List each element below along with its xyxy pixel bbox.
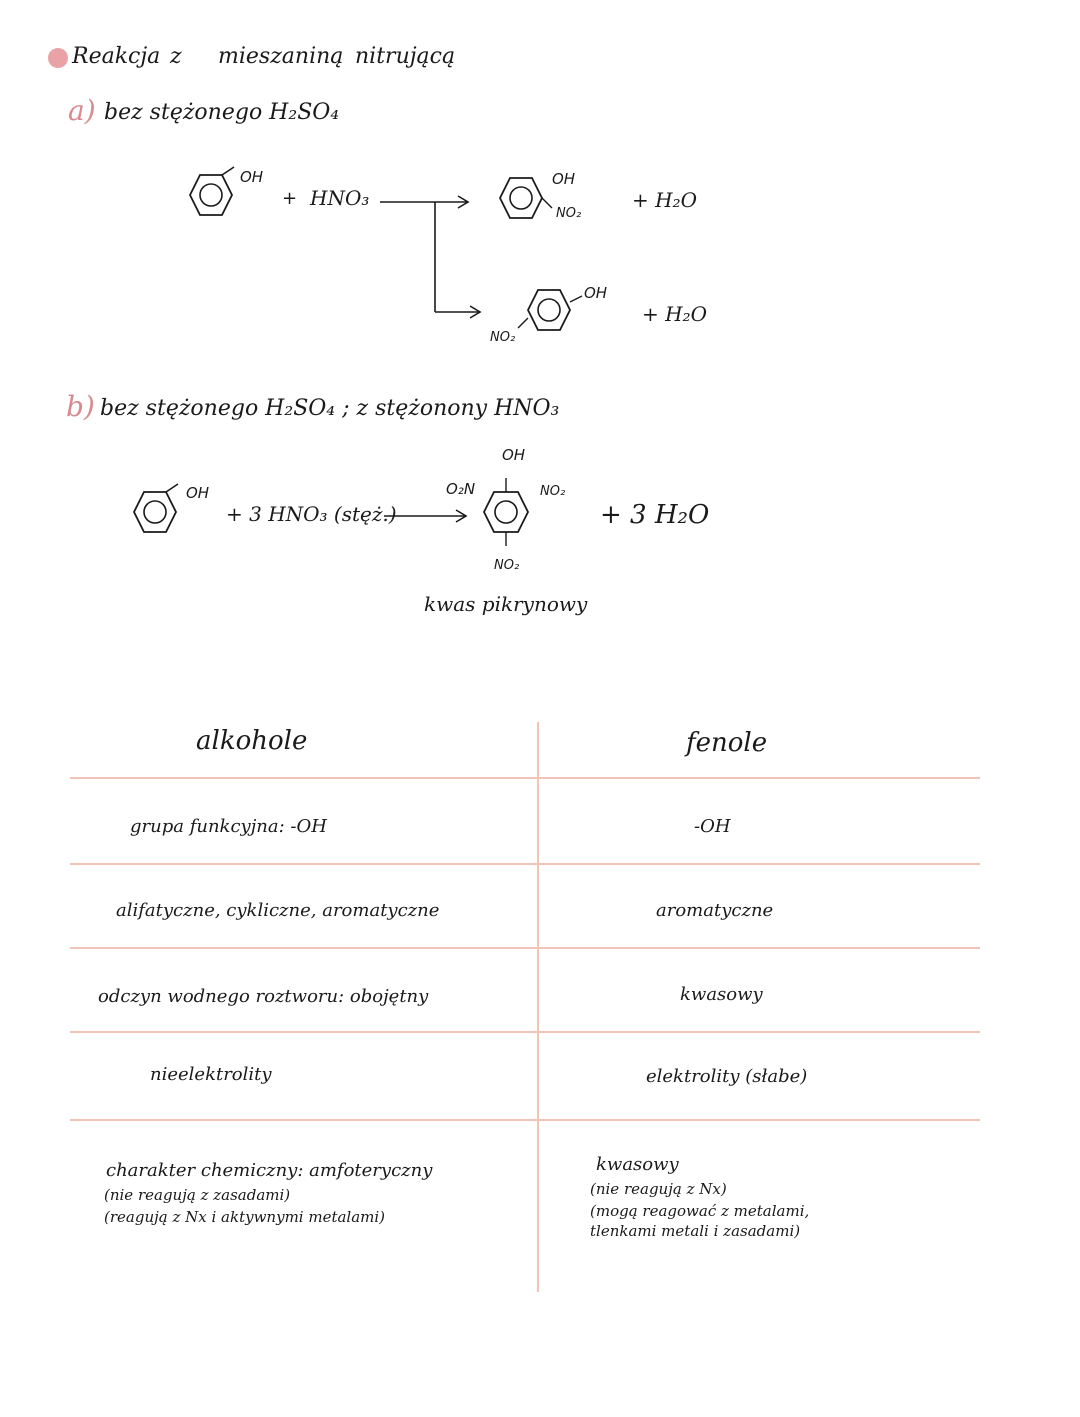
row1-left: grupa funkcyjna: -OH xyxy=(130,816,327,837)
picric-name: kwas pikrynowy xyxy=(424,592,588,616)
section-a-marker: a) xyxy=(68,94,96,127)
row4-left: nieelektrolity xyxy=(150,1064,272,1085)
reagent-b: + 3 HNO₃ (stęż.) xyxy=(226,502,397,526)
header-word-1: Reakcja xyxy=(72,44,161,69)
product2-oh: OH xyxy=(584,284,608,302)
header-word-4: nitrującą xyxy=(355,44,456,69)
byproduct-b: + 3 H₂O xyxy=(600,500,710,530)
row2-right: aromatyczne xyxy=(656,900,774,921)
byproduct2: + H₂O xyxy=(642,302,707,326)
table-rule-2 xyxy=(70,863,980,865)
table-rule-3 xyxy=(70,947,980,949)
last-right-line2: (nie reagują z Nx) xyxy=(590,1180,727,1198)
table-header-right: fenole xyxy=(686,728,768,758)
last-right-line3: (mogą reagować z metalami, xyxy=(590,1202,810,1220)
last-left-line1: charakter chemiczny: amfoteryczny xyxy=(106,1160,433,1181)
product1-oh: OH xyxy=(552,170,576,188)
picric-oh: OH xyxy=(502,446,526,464)
phenol-b-oh: OH xyxy=(186,484,210,502)
last-right-line4: tlenkami metali i zasadami) xyxy=(590,1222,801,1240)
picric-no2-bottom: NO₂ xyxy=(494,558,520,573)
last-left-line2: (nie reagują z zasadami) xyxy=(104,1186,291,1204)
section-b-condition: bez stężonego H₂SO₄ ; z stężonony HNO₃ xyxy=(100,396,560,421)
arrow-b xyxy=(384,506,474,526)
bullet-dot xyxy=(48,48,68,68)
row3-left: odczyn wodnego roztworu: obojętny xyxy=(98,986,429,1007)
last-right-line1: kwasowy xyxy=(596,1154,679,1175)
product2-no2: NO₂ xyxy=(490,330,516,345)
arrow-a xyxy=(380,190,490,320)
picric-no2-right: NO₂ xyxy=(540,484,566,499)
reagent-a: HNO₃ xyxy=(310,186,370,210)
last-left-line3: (reagują z Nx i aktywnymi metalami) xyxy=(104,1208,386,1226)
section-a-condition: bez stężonego H₂SO₄ xyxy=(104,100,340,125)
row1-right: -OH xyxy=(694,816,731,837)
table-divider-vertical xyxy=(537,722,539,1292)
table-header-left: alkohole xyxy=(196,726,308,756)
product1-no2: NO₂ xyxy=(556,206,582,221)
table-rule-1 xyxy=(70,777,980,779)
picric-o2n: O₂N xyxy=(446,480,476,498)
row4-right: elektrolity (słabe) xyxy=(646,1066,808,1087)
header-word-2: z xyxy=(170,44,182,69)
section-b-marker: b) xyxy=(66,390,95,423)
table-rule-4 xyxy=(70,1031,980,1033)
table-rule-5 xyxy=(70,1119,980,1121)
row3-right: kwasowy xyxy=(680,984,763,1005)
header-word-3: mieszaniną xyxy=(218,44,344,69)
phenol-a-oh: OH xyxy=(240,168,264,186)
plus-a: + xyxy=(282,188,298,209)
byproduct1: + H₂O xyxy=(632,188,697,212)
row2-left: alifatyczne, cykliczne, aromatyczne xyxy=(116,900,440,921)
product2-ring xyxy=(520,282,590,342)
